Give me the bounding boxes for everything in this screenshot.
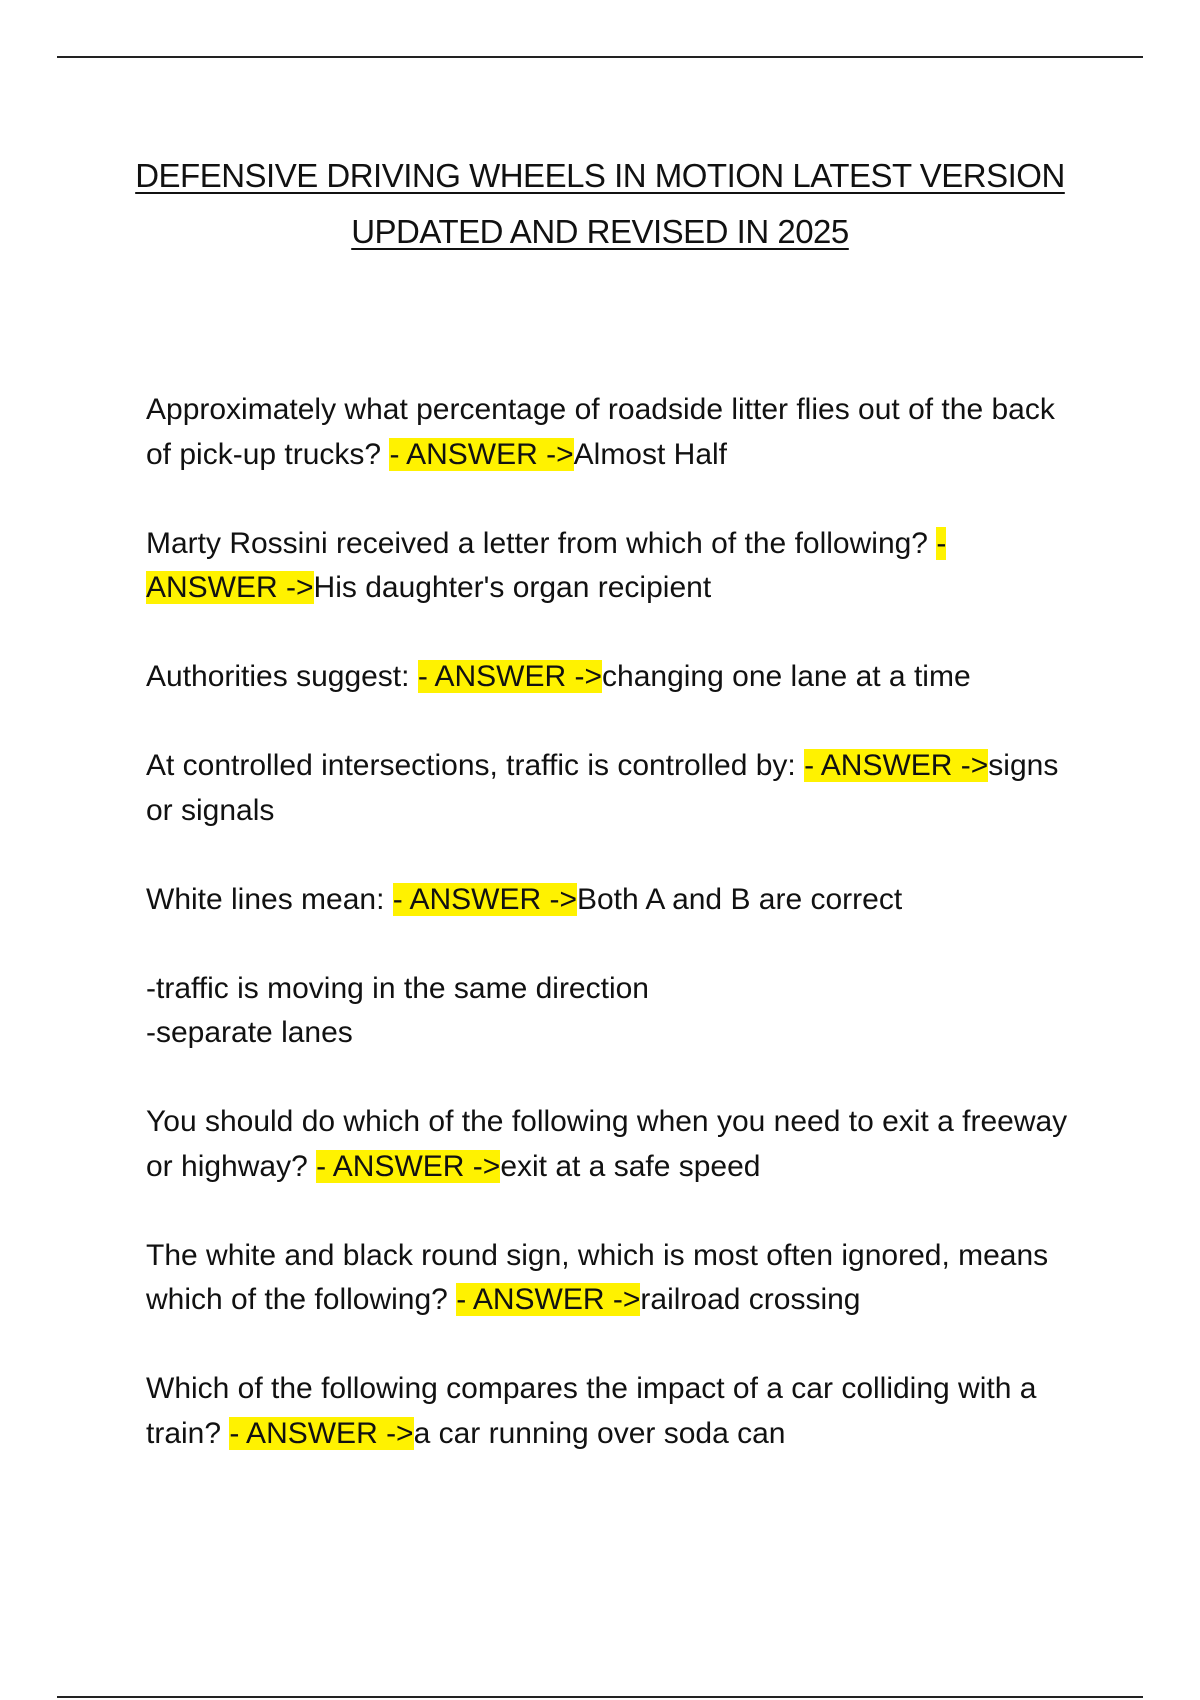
answer-marker: - ANSWER -> <box>456 1283 641 1316</box>
answer-marker: - ANSWER -> <box>392 882 577 916</box>
qa-item <box>146 388 1076 477</box>
qa-item <box>146 878 1076 923</box>
qa-item <box>146 522 1076 611</box>
question-text: Marty Rossini received a letter from which of the following? <box>146 526 937 560</box>
qa-item <box>146 1100 1076 1189</box>
question-text: You should do which of the following when you need to exit a freeway or highway? <box>146 1105 1068 1183</box>
question-text: Approximately what percentage of roadside litter flies out of the back of pick-up trucks? <box>146 393 1055 471</box>
answer-text: exit at a safe speed <box>500 1149 761 1183</box>
document-title <box>120 148 1080 260</box>
question-text: White lines mean: <box>146 882 393 916</box>
top-rule <box>57 56 1143 58</box>
question-text: The white and black round sign, which is most often ignored, means which of the following? <box>146 1238 1049 1316</box>
note-line: -traffic is moving in the same direction <box>146 971 649 1005</box>
qa-item <box>146 1234 1076 1323</box>
answer-text: signs or signals <box>146 749 1059 827</box>
question-text: Which of the following compares the impact of a car colliding with a train? <box>146 1372 1037 1450</box>
white-lines-notes <box>146 967 1076 1056</box>
note-line: -separate lanes <box>146 1016 353 1049</box>
answer-text: Almost Half <box>573 437 728 471</box>
answer-text: railroad crossing <box>640 1283 861 1316</box>
answer-text: His daughter's organ recipient <box>313 571 712 604</box>
question-text: Authorities suggest: <box>146 660 418 693</box>
qa-item <box>146 744 1076 833</box>
answer-marker: - ANSWER -> <box>146 526 947 604</box>
answer-marker: - ANSWER -> <box>389 437 574 471</box>
answer-marker: - ANSWER -> <box>316 1149 501 1183</box>
answer-marker: - ANSWER -> <box>229 1416 414 1450</box>
answer-text: Both A and B are correct <box>576 882 903 916</box>
title-line-1: DEFENSIVE DRIVING WHEELS IN MOTION LATEST VERSION <box>135 157 1065 194</box>
qa-item <box>146 655 1076 700</box>
answer-text: changing one lane at a time <box>602 660 971 693</box>
title-line-2: UPDATED AND REVISED IN 2025 <box>351 213 849 250</box>
question-text: At controlled intersections, traffic is controlled by: <box>146 749 805 782</box>
bottom-rule <box>57 1696 1143 1698</box>
qa-item <box>146 1367 1076 1456</box>
answer-marker: - ANSWER -> <box>417 660 603 693</box>
answer-text: a car running over soda can <box>413 1416 786 1450</box>
qa-list <box>146 388 1076 1501</box>
answer-marker: - ANSWER -> <box>804 749 989 782</box>
